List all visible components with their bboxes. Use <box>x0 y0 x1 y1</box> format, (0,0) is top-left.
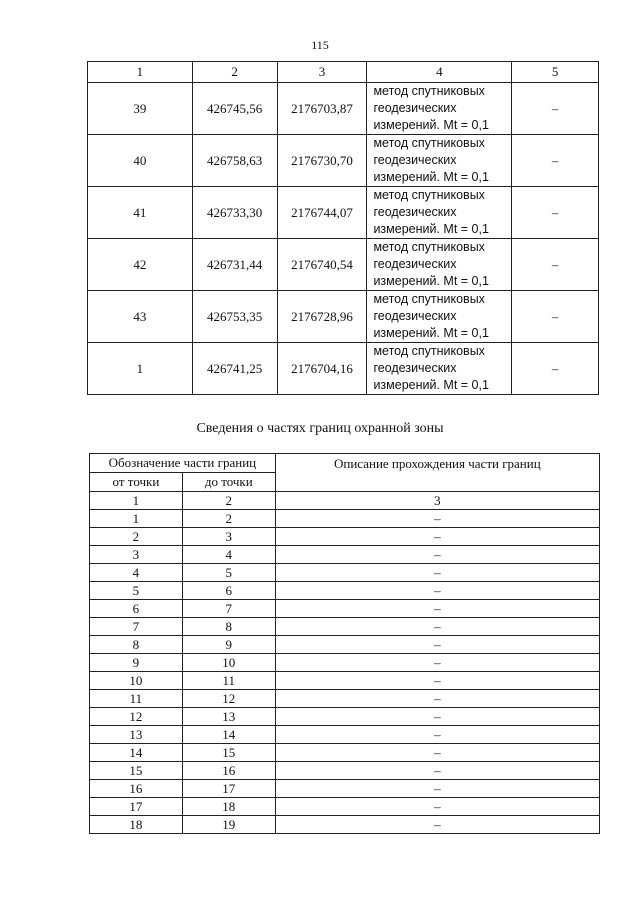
to-point-header: до точки <box>182 473 275 492</box>
parts-column-numbers-row <box>90 492 600 510</box>
to-point-cell: 13 <box>182 708 275 726</box>
y-coordinate-cell: 2176740,54 <box>277 239 367 291</box>
table-row <box>90 762 600 780</box>
note-cell: – <box>512 187 599 239</box>
x-coordinate-cell: 426731,44 <box>192 239 277 291</box>
method-cell <box>367 135 512 187</box>
to-point-cell: 3 <box>182 528 275 546</box>
method-cell <box>367 291 512 343</box>
table-row <box>90 600 600 618</box>
part-designation-header: Обозначение части границ <box>90 454 276 473</box>
method-line: метод спутниковых <box>373 344 485 358</box>
description-cell: – <box>275 618 599 636</box>
description-cell: – <box>275 798 599 816</box>
description-cell: – <box>275 690 599 708</box>
table-row <box>90 708 600 726</box>
coordinates-table <box>87 61 599 395</box>
note-cell: – <box>512 135 599 187</box>
x-coordinate-cell: 426753,35 <box>192 291 277 343</box>
x-coordinate-cell: 426733,30 <box>192 187 277 239</box>
column-number-2: 2 <box>192 62 277 83</box>
to-point-cell: 4 <box>182 546 275 564</box>
description-cell: – <box>275 726 599 744</box>
to-point-cell: 17 <box>182 780 275 798</box>
x-coordinate-cell: 426741,25 <box>192 343 277 395</box>
column-number-1: 1 <box>88 62 193 83</box>
method-line: измерений. Mt = 0,1 <box>373 222 489 236</box>
x-coordinate-cell: 426758,63 <box>192 135 277 187</box>
y-coordinate-cell: 2176703,87 <box>277 83 367 135</box>
from-point-cell: 7 <box>90 618 183 636</box>
to-point-cell: 5 <box>182 564 275 582</box>
description-cell: – <box>275 600 599 618</box>
to-point-cell: 9 <box>182 636 275 654</box>
description-cell: – <box>275 816 599 834</box>
from-point-cell: 17 <box>90 798 183 816</box>
description-cell: – <box>275 780 599 798</box>
description-cell: – <box>275 654 599 672</box>
column-number-4: 4 <box>367 62 512 83</box>
method-line: метод спутниковых <box>373 188 485 202</box>
point-number-cell: 42 <box>88 239 193 291</box>
to-point-cell: 7 <box>182 600 275 618</box>
point-number-cell: 1 <box>88 343 193 395</box>
y-coordinate-cell: 2176728,96 <box>277 291 367 343</box>
boundary-parts-table <box>89 453 600 834</box>
method-line: метод спутниковых <box>373 136 485 150</box>
method-line: измерений. Mt = 0,1 <box>373 326 489 340</box>
from-point-cell: 10 <box>90 672 183 690</box>
description-cell: – <box>275 564 599 582</box>
to-point-cell: 2 <box>182 510 275 528</box>
table-row <box>90 582 600 600</box>
description-cell: – <box>275 546 599 564</box>
table-row <box>90 618 600 636</box>
to-point-cell: 8 <box>182 618 275 636</box>
from-point-cell: 3 <box>90 546 183 564</box>
table-row <box>90 780 600 798</box>
to-point-cell: 14 <box>182 726 275 744</box>
method-line: геодезических <box>373 205 457 219</box>
table-row <box>90 690 600 708</box>
point-number-cell: 40 <box>88 135 193 187</box>
method-line: измерений. Mt = 0,1 <box>373 378 489 392</box>
method-cell <box>367 239 512 291</box>
from-point-cell: 13 <box>90 726 183 744</box>
table-row <box>90 528 600 546</box>
column-number-5: 5 <box>512 62 599 83</box>
description-cell: – <box>275 528 599 546</box>
from-point-header: от точки <box>90 473 183 492</box>
y-coordinate-cell: 2176704,16 <box>277 343 367 395</box>
from-point-cell: 11 <box>90 690 183 708</box>
coordinates-header-row <box>88 62 599 83</box>
table-row <box>90 510 600 528</box>
x-coordinate-cell: 426745,56 <box>192 83 277 135</box>
parts-header-row <box>90 454 600 473</box>
page-number: 115 <box>311 38 329 52</box>
to-point-cell: 16 <box>182 762 275 780</box>
column-number-3: 3 <box>275 492 599 510</box>
method-line: геодезических <box>373 309 457 323</box>
table-row <box>88 239 599 291</box>
table-row <box>88 135 599 187</box>
table-row <box>90 564 600 582</box>
to-point-cell: 18 <box>182 798 275 816</box>
point-number-cell: 43 <box>88 291 193 343</box>
to-point-cell: 15 <box>182 744 275 762</box>
note-cell: – <box>512 239 599 291</box>
from-point-cell: 12 <box>90 708 183 726</box>
method-line: метод спутниковых <box>373 292 485 306</box>
from-point-cell: 8 <box>90 636 183 654</box>
table-row <box>90 816 600 834</box>
to-point-cell: 10 <box>182 654 275 672</box>
description-header: Описание прохождения части границ <box>275 454 599 492</box>
method-line: геодезических <box>373 361 457 375</box>
table-row <box>90 798 600 816</box>
from-point-cell: 2 <box>90 528 183 546</box>
description-cell: – <box>275 510 599 528</box>
note-cell: – <box>512 343 599 395</box>
description-cell: – <box>275 672 599 690</box>
from-point-cell: 14 <box>90 744 183 762</box>
y-coordinate-cell: 2176744,07 <box>277 187 367 239</box>
table-row <box>90 636 600 654</box>
method-cell <box>367 83 512 135</box>
table-row <box>88 187 599 239</box>
description-cell: – <box>275 744 599 762</box>
y-coordinate-cell: 2176730,70 <box>277 135 367 187</box>
method-line: геодезических <box>373 257 457 271</box>
description-cell: – <box>275 708 599 726</box>
from-point-cell: 5 <box>90 582 183 600</box>
column-number-3: 3 <box>277 62 367 83</box>
table-row <box>90 744 600 762</box>
to-point-cell: 6 <box>182 582 275 600</box>
description-cell: – <box>275 636 599 654</box>
to-point-cell: 11 <box>182 672 275 690</box>
method-line: метод спутниковых <box>373 240 485 254</box>
point-number-cell: 41 <box>88 187 193 239</box>
description-cell: – <box>275 762 599 780</box>
method-cell <box>367 343 512 395</box>
note-cell: – <box>512 83 599 135</box>
note-cell: – <box>512 291 599 343</box>
table-row <box>88 291 599 343</box>
from-point-cell: 18 <box>90 816 183 834</box>
table-row <box>88 343 599 395</box>
from-point-cell: 1 <box>90 510 183 528</box>
method-line: измерений. Mt = 0,1 <box>373 274 489 288</box>
method-line: измерений. Mt = 0,1 <box>373 118 489 132</box>
table-row <box>90 654 600 672</box>
method-line: метод спутниковых <box>373 84 485 98</box>
method-cell <box>367 187 512 239</box>
from-point-cell: 16 <box>90 780 183 798</box>
table-row <box>90 672 600 690</box>
from-point-cell: 15 <box>90 762 183 780</box>
table-row <box>90 726 600 744</box>
section-title: Сведения о частях границ охранной зоны <box>196 421 444 436</box>
from-point-cell: 6 <box>90 600 183 618</box>
table-row <box>88 83 599 135</box>
column-number-1: 1 <box>90 492 183 510</box>
table-row <box>90 546 600 564</box>
method-line: измерений. Mt = 0,1 <box>373 170 489 184</box>
method-line: геодезических <box>373 101 457 115</box>
to-point-cell: 12 <box>182 690 275 708</box>
from-point-cell: 4 <box>90 564 183 582</box>
method-line: геодезических <box>373 153 457 167</box>
to-point-cell: 19 <box>182 816 275 834</box>
from-point-cell: 9 <box>90 654 183 672</box>
column-number-2: 2 <box>182 492 275 510</box>
description-cell: – <box>275 582 599 600</box>
point-number-cell: 39 <box>88 83 193 135</box>
